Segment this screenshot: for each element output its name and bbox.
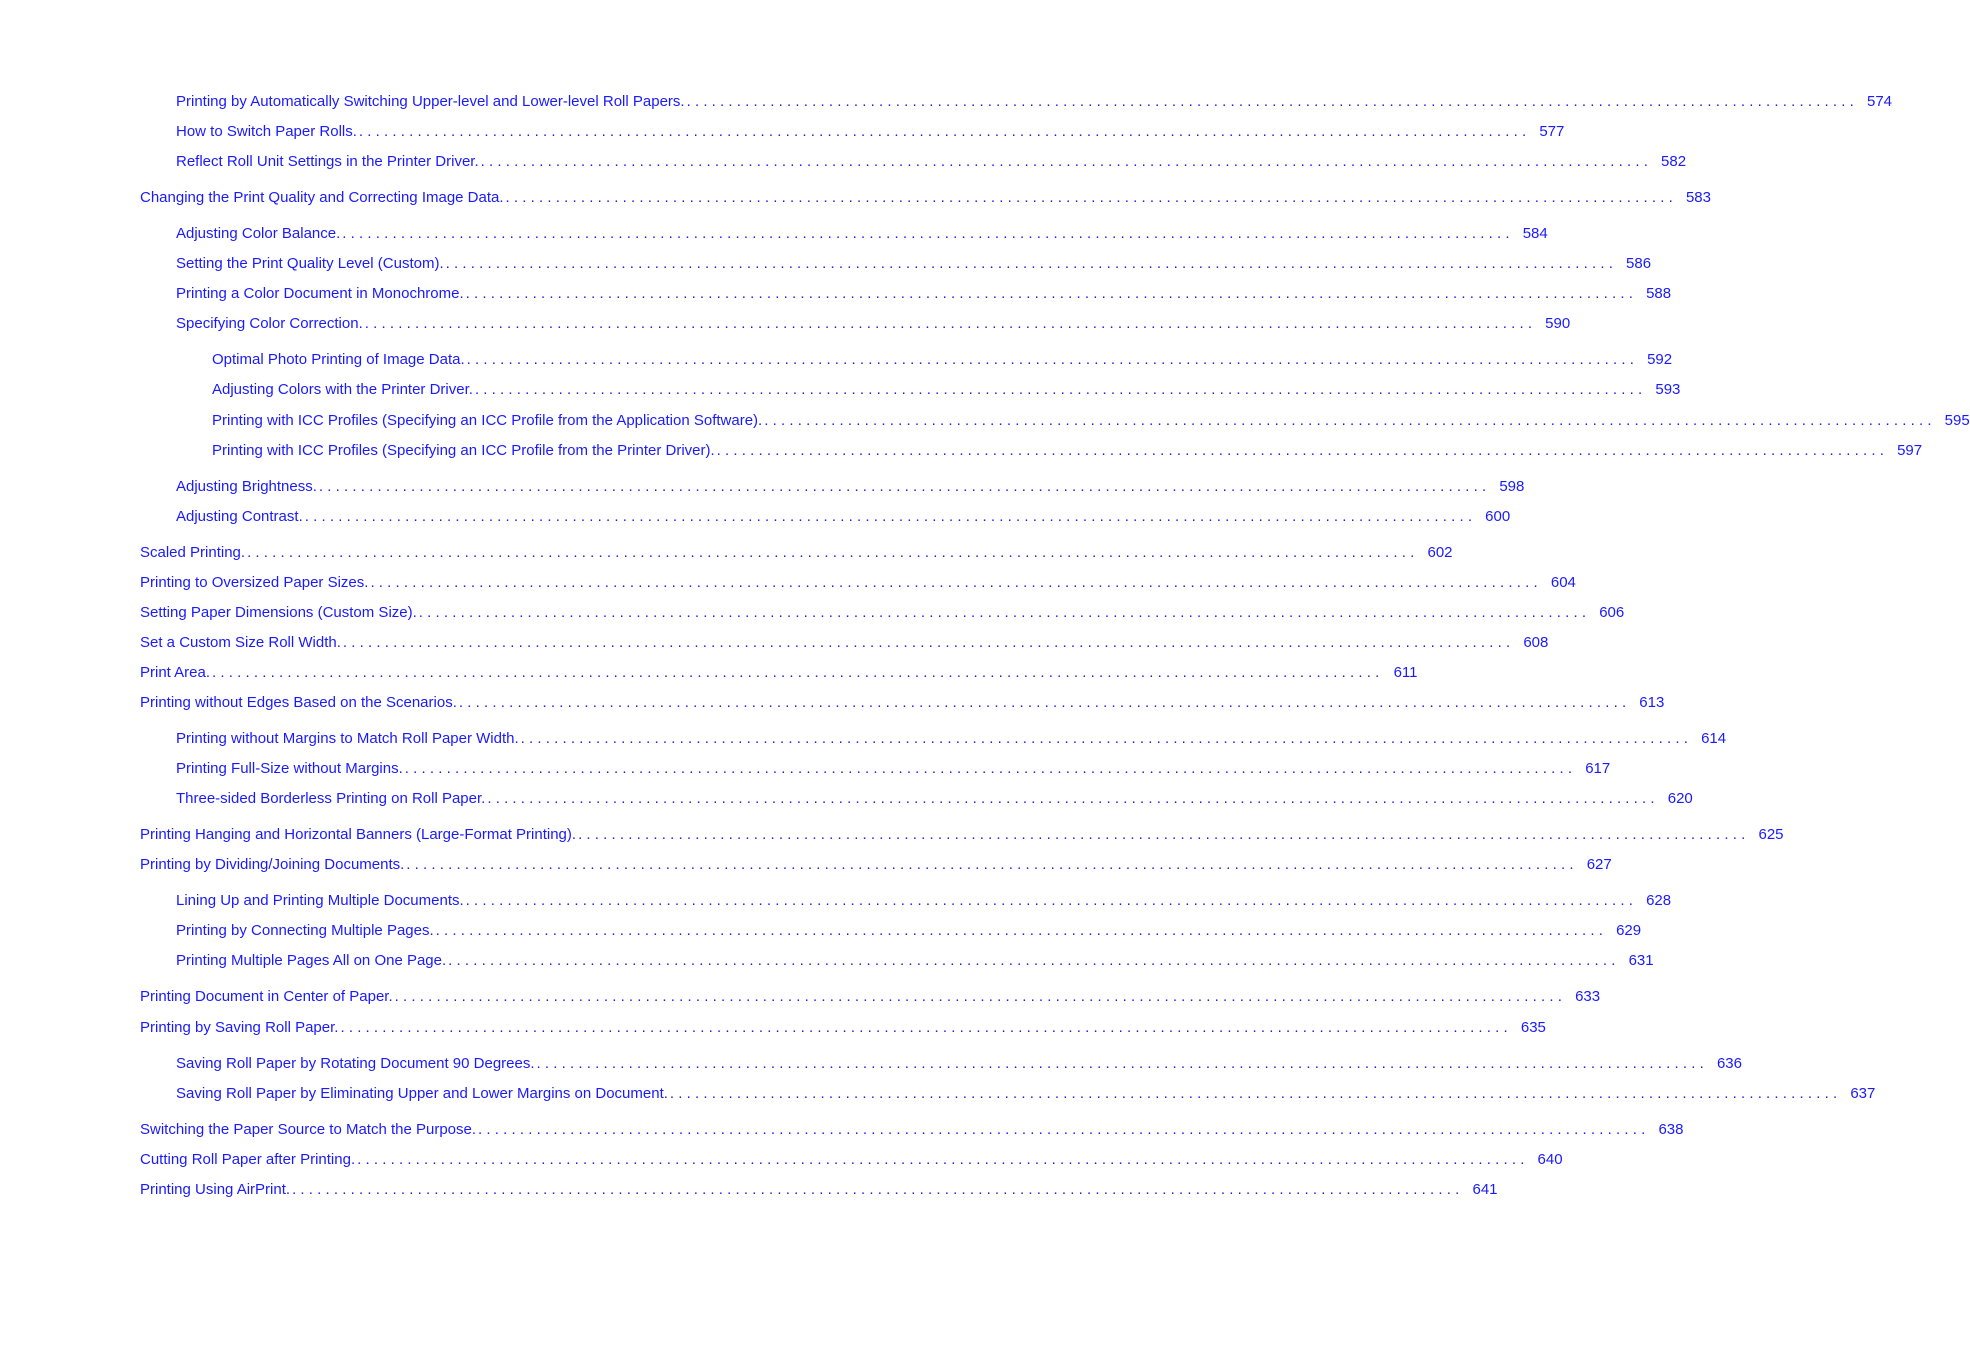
toc-page-number[interactable]: 577 (1539, 123, 1565, 140)
dot-leader: ............................................................................................................................................ (487, 790, 1659, 807)
toc-entry-level-3[interactable] (212, 441, 1923, 461)
toc-page-number[interactable]: 633 (1575, 988, 1601, 1005)
toc-page-number[interactable]: 628 (1646, 892, 1672, 909)
toc-page-number[interactable]: 635 (1520, 1019, 1546, 1036)
dot-leader: ............................................................................................................................................ (578, 826, 1750, 843)
toc-entry-level-2[interactable] (176, 224, 1548, 244)
toc-entry-title[interactable]: Print Area. (140, 664, 211, 681)
toc-entry-level-2[interactable] (176, 314, 1571, 334)
toc-page-number[interactable]: 600 (1485, 508, 1511, 525)
dot-leader: ............................................................................................................................................ (474, 381, 1647, 398)
dot-leader: ............................................................................................................................................ (686, 93, 1859, 110)
toc-entry-title[interactable]: Adjusting Colors with the Printer Driver. (212, 381, 473, 398)
toc-entry-level-1[interactable] (140, 855, 1612, 875)
toc-entry-title[interactable]: Printing a Color Document in Monochrome. (176, 285, 464, 302)
toc-entry-title[interactable]: Printing without Edges Based on the Scenarios. (140, 694, 457, 711)
dot-leader: ............................................................................................................................................ (445, 255, 1618, 272)
toc-page-number[interactable]: 638 (1658, 1121, 1684, 1138)
dot-leader: ............................................................................................................................................ (358, 123, 1531, 140)
toc-entry-title[interactable]: Adjusting Brightness. (176, 478, 317, 495)
toc-entry-title[interactable]: Saving Roll Paper by Rotating Document 90 Degrees. (176, 1055, 535, 1072)
dot-leader: ............................................................................................................................................ (465, 892, 1638, 909)
toc-entry-level-1[interactable] (140, 188, 1711, 208)
dot-leader: ............................................................................................................................................ (394, 988, 1567, 1005)
toc-page-number[interactable]: 636 (1716, 1055, 1742, 1072)
toc-page-number[interactable]: 617 (1585, 760, 1611, 777)
toc-entry-level-1[interactable] (140, 693, 1665, 713)
toc-page-number[interactable]: 640 (1537, 1151, 1563, 1168)
toc-page-number[interactable]: 641 (1472, 1181, 1498, 1198)
toc-entry-level-1[interactable] (140, 1180, 1498, 1200)
toc-entry-title[interactable]: Setting the Print Quality Level (Custom). (176, 255, 444, 272)
dot-leader: ............................................................................................................................................ (318, 478, 1491, 495)
toc-entry-level-2[interactable] (176, 152, 1687, 172)
toc-entry-level-2[interactable] (176, 921, 1642, 941)
toc-page-number[interactable]: 593 (1655, 381, 1681, 398)
toc-entry-level-1[interactable] (140, 1150, 1563, 1170)
toc-page-number[interactable]: 620 (1667, 790, 1693, 807)
toc-entry-level-2[interactable] (176, 891, 1672, 911)
dot-leader: ............................................................................................................................................ (404, 760, 1577, 777)
toc-entry-title[interactable]: Printing by Dividing/Joining Documents. (140, 856, 405, 873)
toc-entry-level-3[interactable] (212, 380, 1681, 400)
dot-leader: ............................................................................................................................................ (764, 412, 1936, 429)
dot-leader: ............................................................................................................................................ (435, 922, 1608, 939)
dot-leader: ............................................................................................................................................ (505, 189, 1677, 206)
dot-leader: ............................................................................................................................................ (292, 1181, 1464, 1198)
toc-page-number[interactable]: 584 (1522, 225, 1548, 242)
dot-leader: ............................................................................................................................................ (418, 604, 1591, 621)
dot-leader: ............................................................................................................................................ (357, 1151, 1529, 1168)
toc-entry-level-2[interactable] (176, 122, 1565, 142)
toc-page-number[interactable]: 583 (1685, 189, 1711, 206)
dot-leader: ............................................................................................................................................ (448, 952, 1620, 969)
toc-entry-level-2[interactable] (176, 1084, 1876, 1104)
dot-leader: ............................................................................................................................................ (520, 730, 1693, 747)
dot-leader: ............................................................................................................................................ (340, 1019, 1512, 1036)
toc-page-number[interactable]: 586 (1626, 255, 1652, 272)
toc-page-number[interactable]: 631 (1628, 952, 1654, 969)
toc-entry-title[interactable]: Printing to Oversized Paper Sizes. (140, 574, 369, 591)
toc-page-number[interactable]: 588 (1646, 285, 1672, 302)
toc-entry-title[interactable]: How to Switch Paper Rolls. (176, 123, 357, 140)
toc-entry-level-2[interactable] (176, 477, 1525, 497)
toc-entry-title[interactable]: Printing Full-Size without Margins. (176, 760, 403, 777)
toc-entry-level-3[interactable] (212, 411, 1970, 431)
toc-entry-title[interactable]: Optimal Photo Printing of Image Data. (212, 351, 465, 368)
toc-entry-title[interactable]: Scaled Printing. (140, 544, 246, 561)
dot-leader: ............................................................................................................................................ (465, 285, 1638, 302)
toc-page-number[interactable]: 614 (1701, 730, 1727, 747)
dot-leader: ............................................................................................................................................ (536, 1055, 1708, 1072)
toc-entry-level-1[interactable] (140, 1018, 1546, 1038)
toc-entry-title[interactable]: Setting Paper Dimensions (Custom Size). (140, 604, 417, 621)
toc-entry-level-2[interactable] (176, 284, 1672, 304)
toc-page-number[interactable]: 637 (1850, 1085, 1876, 1102)
toc-entry-title[interactable]: Printing Multiple Pages All on One Page. (176, 952, 447, 969)
toc-entry-title[interactable]: Switching the Paper Source to Match the Purpose. (140, 1121, 477, 1138)
toc-entry-level-2[interactable] (176, 507, 1511, 527)
toc-page-number[interactable]: 592 (1647, 351, 1673, 368)
toc-entry-level-1[interactable] (140, 987, 1601, 1007)
toc-page-number[interactable]: 582 (1661, 153, 1687, 170)
toc-page-number[interactable]: 598 (1499, 478, 1525, 495)
toc-entry-level-2[interactable] (176, 789, 1693, 809)
dot-leader: ............................................................................................................................................ (370, 574, 1542, 591)
toc-page-number[interactable]: 613 (1639, 694, 1665, 711)
toc-entry-title[interactable]: Adjusting Contrast. (176, 508, 303, 525)
toc-entry-level-2[interactable] (176, 951, 1654, 971)
toc-page-number[interactable]: 595 (1944, 412, 1970, 429)
toc-entry-level-1[interactable] (140, 573, 1576, 593)
toc-page-number[interactable]: 590 (1545, 315, 1571, 332)
toc-page-number[interactable]: 629 (1616, 922, 1642, 939)
toc-page-number[interactable]: 606 (1599, 604, 1625, 621)
toc-page-number[interactable]: 625 (1758, 826, 1784, 843)
toc-page-number[interactable]: 604 (1550, 574, 1576, 591)
toc-entry-level-3[interactable] (212, 350, 1673, 370)
toc-entry-level-1[interactable] (140, 633, 1549, 653)
toc-entry-level-1[interactable] (140, 1120, 1684, 1140)
toc-entry-title[interactable]: Printing with ICC Profiles (Specifying an ICC Profile from the Printer Driver). (212, 442, 715, 459)
toc-entry-level-1[interactable] (140, 825, 1784, 845)
dot-leader: ............................................................................................................................................ (364, 315, 1537, 332)
toc-page-number[interactable]: 627 (1586, 856, 1612, 873)
toc-entry-level-2[interactable] (176, 1054, 1742, 1074)
toc-entry-title[interactable]: Printing Document in Center of Paper. (140, 988, 393, 1005)
toc-page-number[interactable]: 597 (1897, 442, 1923, 459)
toc-entry-title[interactable]: Adjusting Color Balance. (176, 225, 341, 242)
toc-entry-level-1[interactable] (140, 543, 1453, 563)
toc-entry-level-2[interactable] (176, 92, 1893, 112)
toc-entry-level-1[interactable] (140, 603, 1625, 623)
dot-leader: ............................................................................................................................................ (458, 694, 1631, 711)
toc-entry-title[interactable]: Three-sided Borderless Printing on Roll Paper. (176, 790, 486, 807)
toc-entry-title[interactable]: Cutting Roll Paper after Printing. (140, 1151, 356, 1168)
dot-leader: ............................................................................................................................................ (247, 544, 1419, 561)
toc-entry-title[interactable]: Set a Custom Size Roll Width. (140, 634, 341, 651)
toc-entry-level-1[interactable] (140, 663, 1418, 683)
dot-leader: ............................................................................................................................................ (716, 442, 1889, 459)
toc-page-number[interactable]: 611 (1393, 664, 1418, 681)
toc-entry-title[interactable]: Changing the Print Quality and Correcting Image Data. (140, 189, 504, 206)
toc-entry-title[interactable]: Printing without Margins to Match Roll Paper Width. (176, 730, 519, 747)
toc-page-number[interactable]: 574 (1867, 93, 1893, 110)
toc-entry-title[interactable]: Specifying Color Correction. (176, 315, 363, 332)
toc-entry-title[interactable]: Printing by Automatically Switching Upper-level and Lower-level Roll Papers. (176, 93, 685, 110)
toc-entry-title[interactable]: Printing by Connecting Multiple Pages. (176, 922, 434, 939)
toc-entry-title[interactable]: Printing Using AirPrint. (140, 1181, 291, 1198)
toc-entry-title[interactable]: Printing by Saving Roll Paper. (140, 1019, 339, 1036)
toc-entry-title[interactable]: Reflect Roll Unit Settings in the Printer Driver. (176, 153, 479, 170)
dot-leader: ............................................................................................................................................ (212, 664, 1384, 681)
toc-entry-level-2[interactable] (176, 254, 1652, 274)
toc-entry-level-2[interactable] (176, 729, 1727, 749)
dot-leader: ............................................................................................................................................ (342, 634, 1515, 651)
dot-leader: ............................................................................................................................................ (304, 508, 1477, 525)
toc-entry-title[interactable]: Printing with ICC Profiles (Specifying an ICC Profile from the Application Software). (212, 412, 763, 429)
toc-entry-title[interactable]: Saving Roll Paper by Eliminating Upper and Lower Margins on Document. (176, 1085, 668, 1102)
toc-entry-title[interactable]: Lining Up and Printing Multiple Documents. (176, 892, 464, 909)
dot-leader: ............................................................................................................................................ (466, 351, 1639, 368)
dot-leader: ............................................................................................................................................ (342, 225, 1514, 242)
dot-leader: ............................................................................................................................................ (669, 1085, 1842, 1102)
toc-page-number[interactable]: 602 (1427, 544, 1453, 561)
dot-leader: ............................................................................................................................................ (406, 856, 1578, 873)
dot-leader: ............................................................................................................................................ (478, 1121, 1650, 1138)
dot-leader: ............................................................................................................................................ (480, 153, 1653, 170)
toc-page-number[interactable]: 608 (1523, 634, 1549, 651)
toc-entry-level-2[interactable] (176, 759, 1611, 779)
toc-entry-title[interactable]: Printing Hanging and Horizontal Banners (Large-Format Printing). (140, 826, 577, 843)
